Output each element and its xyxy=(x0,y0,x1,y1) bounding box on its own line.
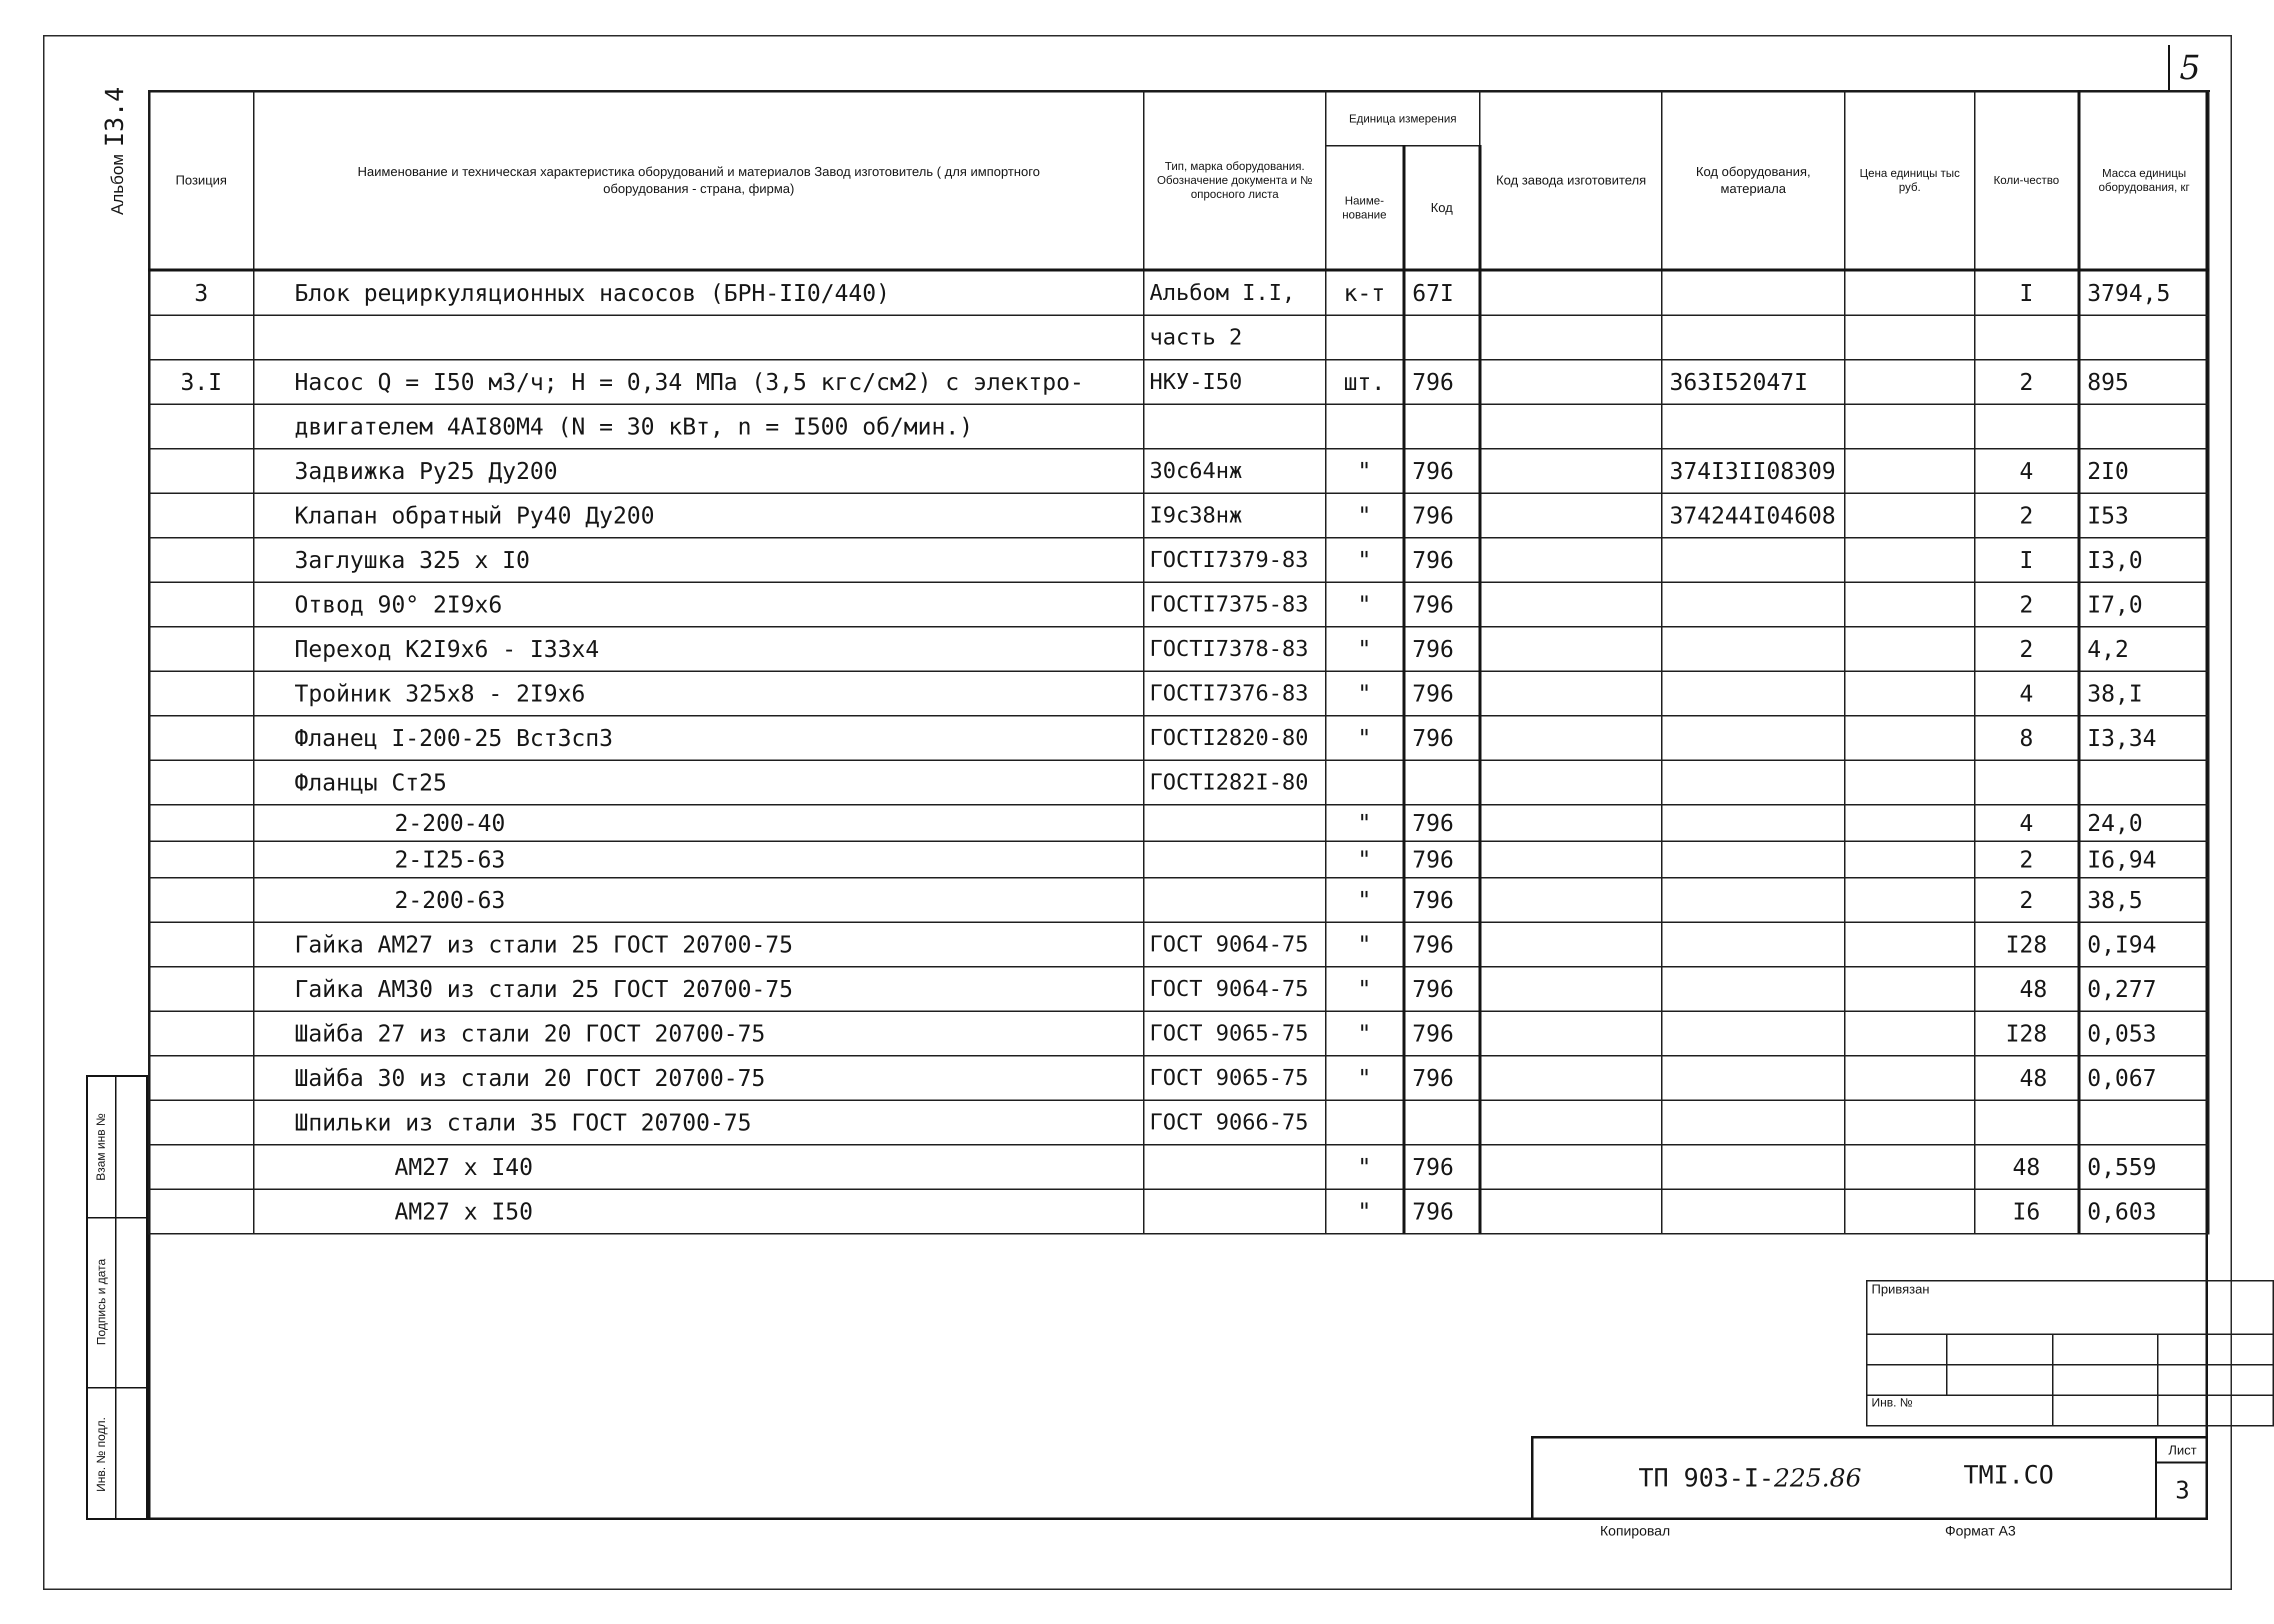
row-position xyxy=(149,404,254,448)
approval-cell xyxy=(1867,1334,1947,1365)
row-name: двигателем 4АI80М4 (N = 30 кВт, n = I500 об/мин.) xyxy=(254,404,1144,448)
table-row xyxy=(149,716,2209,760)
row-unit-code: 796 xyxy=(1404,1056,1480,1100)
document-number xyxy=(1638,1464,1862,1492)
row-type: ГОСТI282I-80 xyxy=(1144,760,1326,804)
row-type: ГОСТ 9065-75 xyxy=(1144,1056,1326,1100)
row-factory-code xyxy=(1480,493,1662,538)
row-price xyxy=(1845,360,1975,404)
row-quantity: 2 xyxy=(1975,360,2079,404)
row-unit-code: 796 xyxy=(1404,716,1480,760)
row-type xyxy=(1144,878,1326,922)
row-unit-code: 796 xyxy=(1404,671,1480,716)
row-unit-code xyxy=(1404,315,1480,360)
row-material-code xyxy=(1662,716,1845,760)
row-price xyxy=(1845,878,1975,922)
table-row xyxy=(149,360,2209,404)
row-mass: 895 xyxy=(2079,360,2209,404)
row-unit-name: " xyxy=(1326,922,1404,966)
approval-block xyxy=(1866,1280,2274,1426)
row-factory-code xyxy=(1480,966,1662,1011)
row-mass: 3794,5 xyxy=(2079,270,2209,316)
row-name: 2-200-63 xyxy=(254,878,1144,922)
row-name: Блок рециркуляционных насосов (БРН-II0/440) xyxy=(254,270,1144,316)
row-quantity xyxy=(1975,1100,2079,1144)
row-unit-name: " xyxy=(1326,538,1404,582)
row-position xyxy=(149,626,254,671)
row-unit-code: 796 xyxy=(1404,1011,1480,1056)
sheet-number: 5 xyxy=(2168,45,2210,92)
sheet-label: Лист xyxy=(2157,1438,2208,1464)
row-mass: 0,067 xyxy=(2079,1056,2209,1100)
row-mass: 0,053 xyxy=(2079,1011,2209,1056)
row-mass xyxy=(2079,1100,2209,1144)
row-position xyxy=(149,878,254,922)
approval-cell xyxy=(2053,1396,2158,1426)
row-unit-code: 796 xyxy=(1404,804,1480,841)
row-factory-code xyxy=(1480,404,1662,448)
row-price xyxy=(1845,1011,1975,1056)
row-position xyxy=(149,760,254,804)
row-mass: I6,94 xyxy=(2079,841,2209,878)
document-code: ТМI.СО xyxy=(1964,1460,2054,1490)
approval-cell xyxy=(1946,1334,2052,1365)
title-block xyxy=(1531,1436,2208,1520)
approval-cell xyxy=(2158,1334,2274,1365)
row-price xyxy=(1845,671,1975,716)
row-type: НКУ-I50 xyxy=(1144,360,1326,404)
row-mass: 38,5 xyxy=(2079,878,2209,922)
row-factory-code xyxy=(1480,878,1662,922)
row-factory-code xyxy=(1480,760,1662,804)
row-unit-code: 796 xyxy=(1404,1189,1480,1234)
row-price xyxy=(1845,1144,1975,1189)
row-mass xyxy=(2079,760,2209,804)
header-unit-group: Единица измерения xyxy=(1326,91,1480,146)
row-unit-name: " xyxy=(1326,1144,1404,1189)
row-name: Насос Q = I50 м3/ч; Н = 0,34 МПа (3,5 кгс/см2) с электро- xyxy=(254,360,1144,404)
row-position xyxy=(149,966,254,1011)
row-factory-code xyxy=(1480,1144,1662,1189)
row-factory-code xyxy=(1480,804,1662,841)
row-type xyxy=(1144,804,1326,841)
row-unit-name: " xyxy=(1326,671,1404,716)
table-row xyxy=(149,1056,2209,1100)
row-unit-code: 796 xyxy=(1404,360,1480,404)
row-price xyxy=(1845,448,1975,493)
row-mass: 0,277 xyxy=(2079,966,2209,1011)
row-unit-code: 796 xyxy=(1404,493,1480,538)
row-factory-code xyxy=(1480,448,1662,493)
row-price xyxy=(1845,538,1975,582)
approval-cell xyxy=(2053,1365,2158,1396)
table-row xyxy=(149,1189,2209,1234)
row-position xyxy=(149,448,254,493)
row-position xyxy=(149,1144,254,1189)
margin-label-podpis: Подпись и дата xyxy=(94,1258,108,1346)
row-name: Гайка АМ27 из стали 25 ГОСТ 20700-75 xyxy=(254,922,1144,966)
row-unit-name: " xyxy=(1326,448,1404,493)
row-unit-code xyxy=(1404,404,1480,448)
row-quantity: 2 xyxy=(1975,841,2079,878)
row-quantity: I6 xyxy=(1975,1189,2079,1234)
table-row xyxy=(149,1011,2209,1056)
approval-privyazan: Привязан xyxy=(1867,1281,2274,1334)
table-row xyxy=(149,538,2209,582)
row-factory-code xyxy=(1480,538,1662,582)
row-position xyxy=(149,804,254,841)
row-factory-code xyxy=(1480,360,1662,404)
row-price xyxy=(1845,966,1975,1011)
row-price xyxy=(1845,582,1975,626)
spec-table xyxy=(148,90,2210,1234)
row-name: Клапан обратный Ру40 Ду200 xyxy=(254,493,1144,538)
row-unit-name: " xyxy=(1326,966,1404,1011)
header-quantity: Коли-чество xyxy=(1975,91,2079,270)
row-price xyxy=(1845,804,1975,841)
row-type: ГОСТ 9066-75 xyxy=(1144,1100,1326,1144)
row-unit-name: к-т xyxy=(1326,270,1404,316)
album-number: I3.4 xyxy=(100,86,129,147)
row-material-code: 374I3II08309 xyxy=(1662,448,1845,493)
row-unit-name: " xyxy=(1326,1189,1404,1234)
row-unit-name: " xyxy=(1326,878,1404,922)
row-factory-code xyxy=(1480,270,1662,316)
table-row xyxy=(149,1100,2209,1144)
footer-format: Формат А3 xyxy=(1945,1523,2016,1538)
album-label-text: Альбом xyxy=(108,154,127,215)
row-price xyxy=(1845,270,1975,316)
row-name: Отвод 90° 2I9х6 xyxy=(254,582,1144,626)
row-type: 30с64нж xyxy=(1144,448,1326,493)
table-row xyxy=(149,493,2209,538)
row-material-code xyxy=(1662,1144,1845,1189)
row-quantity xyxy=(1975,404,2079,448)
row-mass: I3,34 xyxy=(2079,716,2209,760)
row-price xyxy=(1845,716,1975,760)
row-factory-code xyxy=(1480,626,1662,671)
row-position xyxy=(149,582,254,626)
row-price xyxy=(1845,760,1975,804)
table-row xyxy=(149,966,2209,1011)
approval-cell xyxy=(1867,1365,1947,1396)
row-unit-name xyxy=(1326,404,1404,448)
row-unit-code: 796 xyxy=(1404,582,1480,626)
row-factory-code xyxy=(1480,1100,1662,1144)
row-material-code xyxy=(1662,582,1845,626)
row-mass: I3,0 xyxy=(2079,538,2209,582)
row-price xyxy=(1845,1189,1975,1234)
row-quantity: 4 xyxy=(1975,671,2079,716)
table-row xyxy=(149,841,2209,878)
table-row xyxy=(149,582,2209,626)
table-row xyxy=(149,878,2209,922)
row-type: ГОСТI7375-83 xyxy=(1144,582,1326,626)
footer-copied: Копировал xyxy=(1600,1523,1670,1538)
row-position xyxy=(149,1056,254,1100)
row-name: Шпильки из стали 35 ГОСТ 20700-75 xyxy=(254,1100,1144,1144)
row-quantity: 4 xyxy=(1975,804,2079,841)
row-unit-code xyxy=(1404,1100,1480,1144)
row-factory-code xyxy=(1480,582,1662,626)
row-material-code xyxy=(1662,404,1845,448)
header-name: Наименование и техническая характеристика оборудований и материалов Завод изготовитель ( для импортного оборудования - страна, фирма) xyxy=(254,91,1144,270)
row-type: ГОСТ 9065-75 xyxy=(1144,1011,1326,1056)
row-name: Шайба 27 из стали 20 ГОСТ 20700-75 xyxy=(254,1011,1144,1056)
row-unit-code: 796 xyxy=(1404,966,1480,1011)
row-material-code xyxy=(1662,966,1845,1011)
margin-label-inv: Инв. № подл. xyxy=(94,1417,108,1492)
approval-inv-no: Инв. № xyxy=(1867,1396,2053,1426)
row-material-code xyxy=(1662,1056,1845,1100)
row-material-code xyxy=(1662,922,1845,966)
row-type xyxy=(1144,1144,1326,1189)
margin-strip xyxy=(86,1075,148,1520)
row-factory-code xyxy=(1480,1189,1662,1234)
row-factory-code xyxy=(1480,1056,1662,1100)
row-position xyxy=(149,1011,254,1056)
row-unit-name: " xyxy=(1326,804,1404,841)
row-factory-code xyxy=(1480,315,1662,360)
row-quantity: 2 xyxy=(1975,878,2079,922)
row-price xyxy=(1845,315,1975,360)
row-quantity: 48 xyxy=(1975,966,2079,1011)
row-unit-code: 67I xyxy=(1404,270,1480,316)
row-mass: 2I0 xyxy=(2079,448,2209,493)
row-position xyxy=(149,841,254,878)
row-mass: 0,603 xyxy=(2079,1189,2209,1234)
row-type: ГОСТI7379-83 xyxy=(1144,538,1326,582)
row-mass xyxy=(2079,404,2209,448)
row-name: 2-I25-63 xyxy=(254,841,1144,878)
row-price xyxy=(1845,1100,1975,1144)
row-unit-code: 796 xyxy=(1404,841,1480,878)
header-unit-name: Наиме-нование xyxy=(1326,146,1404,270)
row-material-code xyxy=(1662,1011,1845,1056)
row-factory-code xyxy=(1480,841,1662,878)
row-mass: 4,2 xyxy=(2079,626,2209,671)
row-material-code: 374244I04608 xyxy=(1662,493,1845,538)
album-label xyxy=(100,87,129,215)
row-quantity: 4 xyxy=(1975,448,2079,493)
approval-cell xyxy=(1946,1365,2052,1396)
row-factory-code xyxy=(1480,671,1662,716)
table-row xyxy=(149,404,2209,448)
row-name: Задвижка Ру25 Ду200 xyxy=(254,448,1144,493)
row-type: Альбом I.I, xyxy=(1144,270,1326,316)
row-quantity: I28 xyxy=(1975,1011,2079,1056)
row-position xyxy=(149,538,254,582)
header-mass: Масса единицы оборудования, кг xyxy=(2079,91,2209,270)
row-type: ГОСТ 9064-75 xyxy=(1144,922,1326,966)
table-row xyxy=(149,448,2209,493)
row-material-code xyxy=(1662,804,1845,841)
row-material-code: 363I52047I xyxy=(1662,360,1845,404)
row-quantity: I xyxy=(1975,270,2079,316)
table-row xyxy=(149,671,2209,716)
approval-cell xyxy=(2158,1396,2274,1426)
header-factory-code: Код завода изготовителя xyxy=(1480,91,1662,270)
doc-suffix: 225.86 xyxy=(1774,1464,1862,1492)
row-quantity: I xyxy=(1975,538,2079,582)
row-material-code xyxy=(1662,538,1845,582)
row-position xyxy=(149,493,254,538)
header-price: Цена единицы тыс руб. xyxy=(1845,91,1975,270)
row-quantity: I28 xyxy=(1975,922,2079,966)
row-unit-name: " xyxy=(1326,1056,1404,1100)
sheet-box xyxy=(2155,1438,2208,1520)
row-quantity: 2 xyxy=(1975,582,2079,626)
row-type: ГОСТI2820-80 xyxy=(1144,716,1326,760)
row-quantity xyxy=(1975,315,2079,360)
row-mass xyxy=(2079,315,2209,360)
row-factory-code xyxy=(1480,716,1662,760)
row-type: ГОСТI7376-83 xyxy=(1144,671,1326,716)
sheet-value: 3 xyxy=(2175,1476,2190,1504)
spec-body xyxy=(149,270,2209,1234)
row-material-code xyxy=(1662,671,1845,716)
row-price xyxy=(1845,404,1975,448)
row-mass: 0,I94 xyxy=(2079,922,2209,966)
row-name: Тройник 325х8 - 2I9х6 xyxy=(254,671,1144,716)
row-position xyxy=(149,671,254,716)
row-quantity: 8 xyxy=(1975,716,2079,760)
row-name: Переход К2I9х6 - I33х4 xyxy=(254,626,1144,671)
row-unit-name: " xyxy=(1326,1011,1404,1056)
row-name: АМ27 х I40 xyxy=(254,1144,1144,1189)
row-price xyxy=(1845,493,1975,538)
row-type: часть 2 xyxy=(1144,315,1326,360)
row-name: Гайка АМ30 из стали 25 ГОСТ 20700-75 xyxy=(254,966,1144,1011)
row-position xyxy=(149,1189,254,1234)
row-material-code xyxy=(1662,1100,1845,1144)
row-factory-code xyxy=(1480,922,1662,966)
row-type: I9с38нж xyxy=(1144,493,1326,538)
row-price xyxy=(1845,626,1975,671)
row-unit-name: " xyxy=(1326,582,1404,626)
row-type xyxy=(1144,841,1326,878)
row-material-code xyxy=(1662,315,1845,360)
header-position: Позиция xyxy=(149,91,254,270)
row-name xyxy=(254,315,1144,360)
row-position xyxy=(149,315,254,360)
row-type xyxy=(1144,404,1326,448)
row-material-code xyxy=(1662,841,1845,878)
row-price xyxy=(1845,1056,1975,1100)
row-position xyxy=(149,922,254,966)
row-material-code xyxy=(1662,1189,1845,1234)
header-unit-code: Код xyxy=(1404,146,1480,270)
row-material-code xyxy=(1662,878,1845,922)
table-row xyxy=(149,1144,2209,1189)
strip-divider xyxy=(115,1077,116,1518)
row-material-code xyxy=(1662,760,1845,804)
header-material-code: Код оборудования, материала xyxy=(1662,91,1845,270)
row-position: 3 xyxy=(149,270,254,316)
table-row xyxy=(149,270,2209,316)
row-unit-name xyxy=(1326,760,1404,804)
row-quantity xyxy=(1975,760,2079,804)
row-quantity: 48 xyxy=(1975,1056,2079,1100)
row-type: ГОСТ 9064-75 xyxy=(1144,966,1326,1011)
row-price xyxy=(1845,922,1975,966)
row-factory-code xyxy=(1480,1011,1662,1056)
header-type: Тип, марка оборудования. Обозначение документа и № опросного листа xyxy=(1144,91,1326,270)
row-unit-name: " xyxy=(1326,841,1404,878)
row-price xyxy=(1845,841,1975,878)
row-quantity: 48 xyxy=(1975,1144,2079,1189)
row-material-code xyxy=(1662,270,1845,316)
table-row xyxy=(149,760,2209,804)
table-row xyxy=(149,922,2209,966)
row-mass: 38,I xyxy=(2079,671,2209,716)
row-unit-code: 796 xyxy=(1404,878,1480,922)
row-mass: I53 xyxy=(2079,493,2209,538)
row-name: 2-200-40 xyxy=(254,804,1144,841)
row-name: Заглушка 325 х I0 xyxy=(254,538,1144,582)
row-unit-code: 796 xyxy=(1404,1144,1480,1189)
row-mass: 0,559 xyxy=(2079,1144,2209,1189)
row-position: 3.I xyxy=(149,360,254,404)
doc-prefix: ТП 903-I- xyxy=(1638,1464,1774,1492)
row-name: Фланцы Ст25 xyxy=(254,760,1144,804)
row-unit-code: 796 xyxy=(1404,538,1480,582)
row-unit-code: 796 xyxy=(1404,448,1480,493)
row-unit-code xyxy=(1404,760,1480,804)
row-unit-name: шт. xyxy=(1326,360,1404,404)
row-unit-code: 796 xyxy=(1404,626,1480,671)
approval-cell xyxy=(2053,1334,2158,1365)
row-unit-name: " xyxy=(1326,493,1404,538)
row-type xyxy=(1144,1189,1326,1234)
approval-cell xyxy=(2158,1365,2274,1396)
row-unit-name: " xyxy=(1326,716,1404,760)
row-position xyxy=(149,1100,254,1144)
table-row xyxy=(149,804,2209,841)
row-name: Шайба 30 из стали 20 ГОСТ 20700-75 xyxy=(254,1056,1144,1100)
row-type: ГОСТI7378-83 xyxy=(1144,626,1326,671)
row-name: Фланец I-200-25 ВстЗсп3 xyxy=(254,716,1144,760)
row-mass: 24,0 xyxy=(2079,804,2209,841)
margin-label-vzam: Взам инв № xyxy=(94,1113,108,1181)
row-position xyxy=(149,716,254,760)
row-unit-name: " xyxy=(1326,626,1404,671)
row-material-code xyxy=(1662,626,1845,671)
row-name: АМ27 х I50 xyxy=(254,1189,1144,1234)
table-row xyxy=(149,315,2209,360)
row-mass: I7,0 xyxy=(2079,582,2209,626)
table-row xyxy=(149,626,2209,671)
row-quantity: 2 xyxy=(1975,626,2079,671)
row-unit-name xyxy=(1326,1100,1404,1144)
row-unit-name xyxy=(1326,315,1404,360)
row-quantity: 2 xyxy=(1975,493,2079,538)
row-unit-code: 796 xyxy=(1404,922,1480,966)
